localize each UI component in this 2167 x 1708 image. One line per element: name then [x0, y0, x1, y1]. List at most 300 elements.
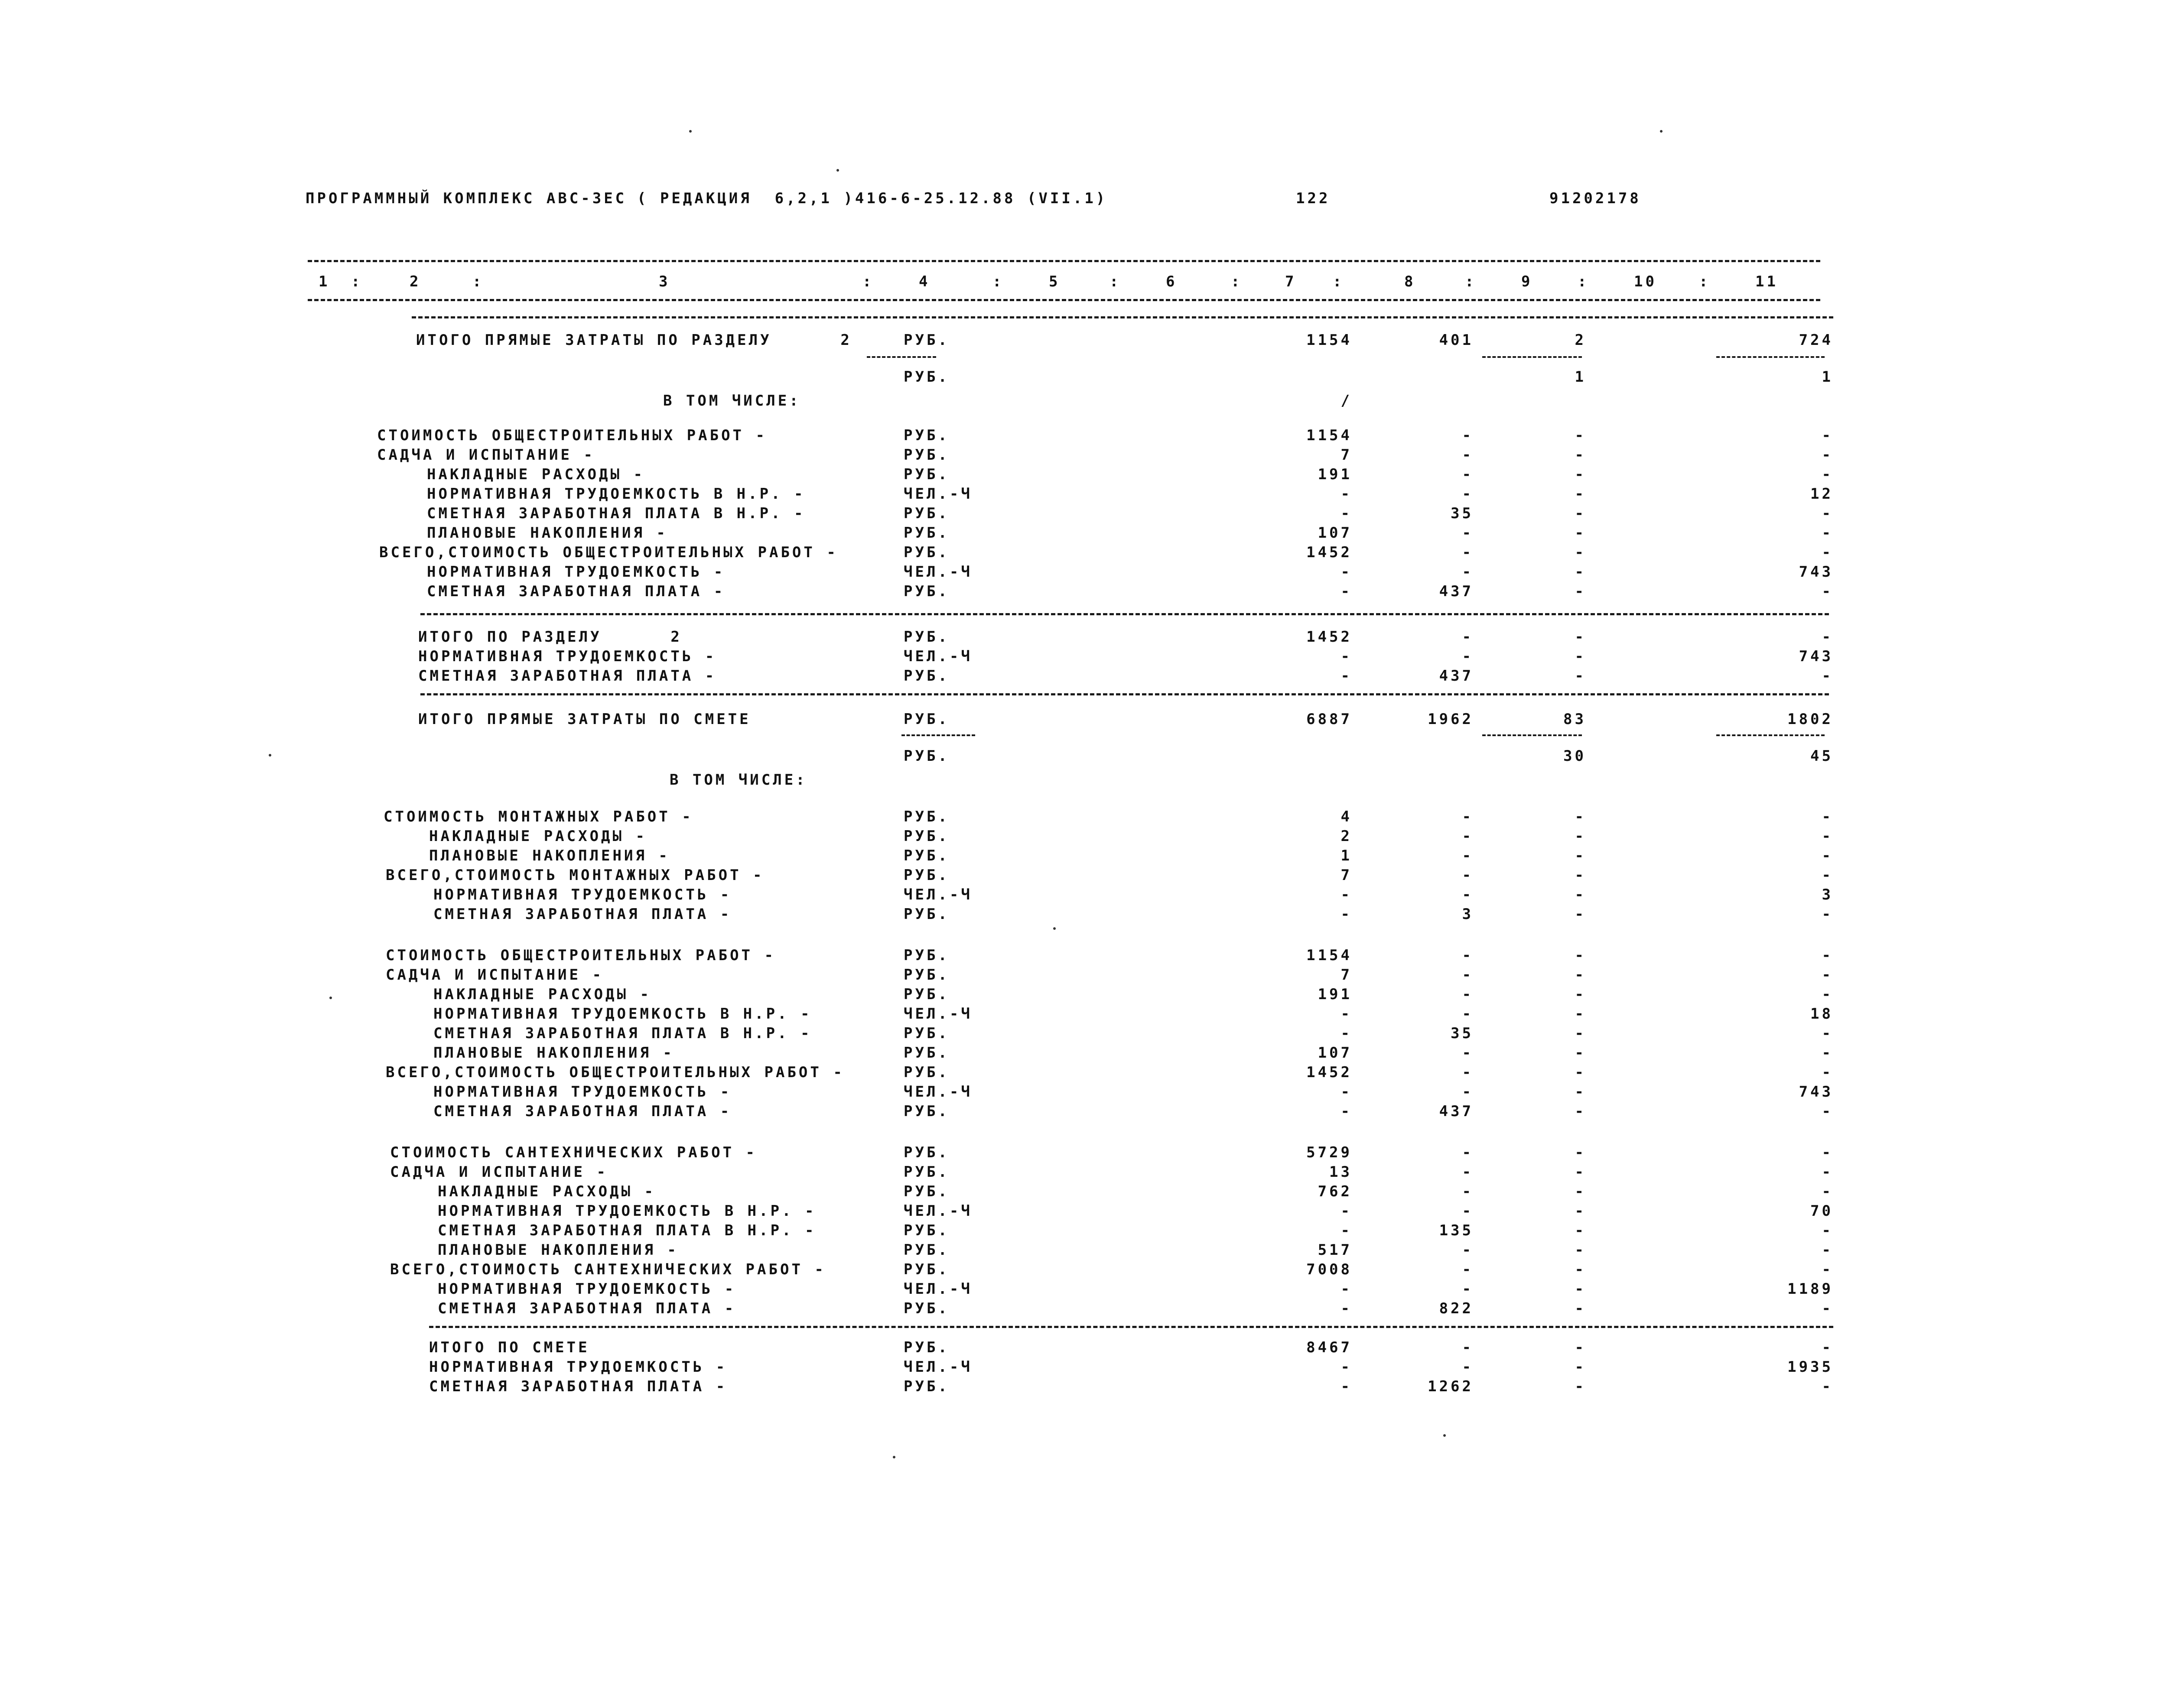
cell-col-9: - [1575, 505, 1586, 522]
cell-col-9: - [1575, 1378, 1586, 1395]
row-unit: РУБ. [904, 947, 950, 964]
cell-col-11: - [1822, 1222, 1833, 1239]
cell-col-9: 83 [1563, 711, 1586, 728]
row-label: НОРМАТИВНАЯ ТРУДОЕМКОСТЬ В Н.Р. - [427, 485, 806, 503]
row-unit: РУБ. [904, 524, 950, 542]
cell-col-9: - [1575, 906, 1586, 923]
cell-col-7: 1452 [1306, 628, 1352, 646]
cell-col-8: 1962 [1428, 711, 1474, 728]
program-title: ПРОГРАММНЫЙ КОМПЛЕКС АВС-3ЕС [306, 190, 627, 207]
cell-col-9: 2 [1575, 331, 1586, 349]
cell-col-8: - [1462, 1064, 1474, 1081]
row-unit: РУБ. [904, 966, 950, 984]
column-header-cell: : [1578, 273, 1589, 290]
cell-col-11: 743 [1799, 1083, 1833, 1101]
cell-col-7: - [1341, 1358, 1352, 1376]
cell-col-11: 743 [1799, 648, 1833, 665]
cell-col-8: - [1462, 986, 1474, 1003]
row-label: ИТОГО ПО РАЗДЕЛУ 2 [418, 628, 682, 646]
cell-col-7: - [1341, 1222, 1352, 1239]
cell-col-7: - [1341, 1300, 1352, 1317]
cell-col-9: - [1575, 886, 1586, 903]
print-speck [689, 130, 692, 133]
cell-col-8: 3 [1462, 906, 1474, 923]
cell-col-7: 191 [1318, 466, 1352, 483]
cell-col-7: - [1341, 886, 1352, 903]
cell-col-11: - [1822, 828, 1833, 845]
header-rule-bottom [308, 299, 1820, 301]
column-header-cell: 2 [410, 273, 421, 290]
row-label: НОРМАТИВНАЯ ТРУДОЕМКОСТЬ В Н.Р. - [433, 1005, 812, 1023]
cell-col-8: 35 [1451, 505, 1474, 522]
column-header-cell: 9 [1521, 273, 1533, 290]
cell-col-7: - [1341, 1280, 1352, 1298]
cell-col-7: 13 [1329, 1163, 1352, 1181]
row-unit: РУБ. [904, 544, 950, 561]
cell-col-11: 3 [1822, 886, 1833, 903]
cell-col-7: 1452 [1306, 544, 1352, 561]
cell-col-11: - [1822, 466, 1833, 483]
cell-col-9: - [1575, 1044, 1586, 1062]
cell-col-7: 2 [1341, 828, 1352, 845]
page-number: 122 [1296, 190, 1331, 207]
underline-c11-1 [1716, 356, 1825, 358]
cell-col-7: - [1341, 485, 1352, 503]
row-unit: РУБ. [904, 1144, 950, 1161]
column-header-cell: : [472, 273, 484, 290]
row-label: НОРМАТИВНАЯ ТРУДОЕМКОСТЬ В Н.Р. - [438, 1202, 817, 1220]
row-unit: РУБ. [904, 427, 950, 444]
row-unit: РУБ. [904, 828, 950, 845]
cell-col-9: - [1575, 628, 1586, 646]
cell-col-9: - [1575, 1005, 1586, 1023]
row-label: В ТОМ ЧИСЛЕ: [663, 392, 801, 409]
cell-col-9: - [1575, 1358, 1586, 1376]
row-label: СМЕТНАЯ ЗАРАБОТНАЯ ПЛАТА В Н.Р. - [433, 1025, 812, 1042]
cell-col-11: - [1822, 1044, 1833, 1062]
row-label: НОРМАТИВНАЯ ТРУДОЕМКОСТЬ - [429, 1358, 728, 1376]
cell-col-11: 743 [1799, 563, 1833, 581]
row-unit: РУБ. [904, 368, 950, 386]
column-header-cell: : [1333, 273, 1344, 290]
row-label: ВСЕГО,СТОИМОСТЬ МОНТАЖНЫХ РАБОТ - [386, 867, 765, 884]
cell-col-8: - [1462, 1183, 1474, 1200]
cell-col-11: 70 [1810, 1202, 1833, 1220]
cell-col-11: - [1822, 667, 1833, 685]
cell-col-8: - [1462, 808, 1474, 825]
row-label: СТОИМОСТЬ ОБЩЕСТРОИТЕЛЬНЫХ РАБОТ - [386, 947, 776, 964]
row-unit: ЧЕЛ.-Ч [904, 563, 973, 581]
cell-col-7: 1154 [1306, 331, 1352, 349]
row-label: САДЧА И ИСПЫТАНИЕ - [377, 446, 595, 464]
cell-col-8: - [1462, 466, 1474, 483]
cell-col-7: 8467 [1306, 1339, 1352, 1356]
cell-col-8: - [1462, 427, 1474, 444]
cell-col-7: 1452 [1306, 1064, 1352, 1081]
cell-col-11: - [1822, 947, 1833, 964]
cell-col-11: 12 [1810, 485, 1833, 503]
row-label: СМЕТНАЯ ЗАРАБОТНАЯ ПЛАТА - [429, 1378, 728, 1395]
cell-col-9: - [1575, 828, 1586, 845]
row-unit: РУБ. [904, 1261, 950, 1278]
cell-col-8: 822 [1439, 1300, 1474, 1317]
cell-col-9: - [1575, 1083, 1586, 1101]
cell-col-9: - [1575, 1064, 1586, 1081]
row-label: НОРМАТИВНАЯ ТРУДОЕМКОСТЬ - [438, 1280, 736, 1298]
print-speck [1053, 927, 1056, 930]
cell-col-9: - [1575, 1222, 1586, 1239]
row-label: ВСЕГО,СТОИМОСТЬ ОБЩЕСТРОИТЕЛЬНЫХ РАБОТ - [386, 1064, 845, 1081]
row-unit: РУБ. [904, 1183, 950, 1200]
row-label: НАКЛАДНЫЕ РАСХОДЫ - [427, 466, 645, 483]
cell-col-11: - [1822, 1025, 1833, 1042]
row-unit: РУБ. [904, 628, 950, 646]
cell-col-11: - [1822, 1241, 1833, 1259]
cell-col-7: - [1341, 667, 1352, 685]
column-header-cell: : [351, 273, 363, 290]
cell-col-7: 7 [1341, 446, 1352, 464]
row-unit: ЧЕЛ.-Ч [904, 886, 973, 903]
cell-col-9: - [1575, 1163, 1586, 1181]
cell-col-7: 7 [1341, 966, 1352, 984]
cell-col-9: - [1575, 986, 1586, 1003]
row-unit: ЧЕЛ.-Ч [904, 1280, 973, 1298]
cell-col-7: 762 [1318, 1183, 1352, 1200]
cell-col-7: - [1341, 1202, 1352, 1220]
row-label: САДЧА И ИСПЫТАНИЕ - [386, 966, 604, 984]
row-unit: РУБ. [904, 1241, 950, 1259]
row-unit: РУБ. [904, 711, 950, 728]
cell-col-8: - [1462, 1144, 1474, 1161]
row-unit: РУБ. [904, 1064, 950, 1081]
column-header-cell: 8 [1404, 273, 1416, 290]
cell-col-11: - [1822, 505, 1833, 522]
cell-col-8: - [1462, 648, 1474, 665]
edition-info: ( РЕДАКЦИЯ 6,2,1 )416-6-25.12.88 (VII.1) [637, 190, 1108, 207]
cell-col-11: 1189 [1787, 1280, 1833, 1298]
cell-col-8: - [1462, 847, 1474, 864]
cell-col-11: - [1822, 847, 1833, 864]
cell-col-9: - [1575, 1144, 1586, 1161]
print-speck [329, 997, 332, 999]
row-label: НАКЛАДНЫЕ РАСХОДЫ - [429, 828, 647, 845]
row-label: СМЕТНАЯ ЗАРАБОТНАЯ ПЛАТА В Н.Р. - [427, 505, 806, 522]
cell-col-9: - [1575, 1339, 1586, 1356]
row-unit: РУБ. [904, 1103, 950, 1120]
cell-col-11: - [1822, 1300, 1833, 1317]
column-header-cell: : [1231, 273, 1243, 290]
row-unit: ЧЕЛ.-Ч [904, 1083, 973, 1101]
row-label: СТОИМОСТЬ МОНТАЖНЫХ РАБОТ - [384, 808, 693, 825]
row-label: НОРМАТИВНАЯ ТРУДОЕМКОСТЬ - [433, 1083, 732, 1101]
cell-col-8: - [1462, 524, 1474, 542]
print-speck [1443, 1434, 1446, 1437]
row-unit: РУБ. [904, 986, 950, 1003]
cell-col-7: 6887 [1306, 711, 1352, 728]
column-header-cell: 5 [1049, 273, 1061, 290]
cell-col-11: 1935 [1787, 1358, 1833, 1376]
cell-col-7: 1154 [1306, 427, 1352, 444]
row-unit: РУБ. [904, 1163, 950, 1181]
row-unit: РУБ. [904, 1044, 950, 1062]
cell-col-7: 107 [1318, 1044, 1352, 1062]
row-label: НАКЛАДНЫЕ РАСХОДЫ - [433, 986, 651, 1003]
print-speck [836, 169, 839, 172]
cell-col-11: - [1822, 808, 1833, 825]
cell-col-7: / [1341, 392, 1352, 409]
cell-col-7: - [1341, 583, 1352, 600]
cell-col-7: - [1341, 1378, 1352, 1395]
cell-col-9: - [1575, 947, 1586, 964]
cell-col-8: 437 [1439, 1103, 1474, 1120]
cell-col-9: - [1575, 1300, 1586, 1317]
cell-col-7: - [1341, 1083, 1352, 1101]
cell-col-7: - [1341, 563, 1352, 581]
cell-col-7: - [1341, 1103, 1352, 1120]
cell-col-8: - [1462, 1261, 1474, 1278]
row-label: СТОИМОСТЬ САНТЕХНИЧЕСКИХ РАБОТ - [390, 1144, 758, 1161]
cell-col-9: - [1575, 544, 1586, 561]
header-rule-top [308, 260, 1820, 262]
row-label: ИТОГО ПРЯМЫЕ ЗАТРАТЫ ПО СМЕТЕ [418, 711, 751, 728]
cell-col-11: - [1822, 1183, 1833, 1200]
row-unit: РУБ. [904, 1222, 950, 1239]
underline-unit-1 [867, 356, 936, 358]
cell-col-8: - [1462, 1005, 1474, 1023]
cell-col-8: 35 [1451, 1025, 1474, 1042]
cell-col-9: - [1575, 583, 1586, 600]
column-header-cell: 1 [319, 273, 330, 290]
cell-col-11: - [1822, 1163, 1833, 1181]
cell-col-8: - [1462, 485, 1474, 503]
row-label: СМЕТНАЯ ЗАРАБОТНАЯ ПЛАТА - [433, 1103, 732, 1120]
cell-col-9: - [1575, 1183, 1586, 1200]
row-unit: РУБ. [904, 331, 950, 349]
row-unit: РУБ. [904, 505, 950, 522]
cell-col-8: - [1462, 867, 1474, 884]
cell-col-9: 1 [1575, 368, 1586, 386]
row-label: СМЕТНАЯ ЗАРАБОТНАЯ ПЛАТА - [438, 1300, 736, 1317]
row-label: СМЕТНАЯ ЗАРАБОТНАЯ ПЛАТА - [433, 906, 732, 923]
row-label: СМЕТНАЯ ЗАРАБОТНАЯ ПЛАТА - [427, 583, 726, 600]
cell-col-8: 135 [1439, 1222, 1474, 1239]
row-unit: РУБ. [904, 1300, 950, 1317]
cell-col-9: - [1575, 1103, 1586, 1120]
row-label: СМЕТНАЯ ЗАРАБОТНАЯ ПЛАТА - [418, 667, 717, 685]
row-unit: РУБ. [904, 466, 950, 483]
cell-col-11: 1 [1822, 368, 1833, 386]
row-label: НОРМАТИВНАЯ ТРУДОЕМКОСТЬ - [418, 648, 717, 665]
cell-col-9: - [1575, 524, 1586, 542]
cell-col-8: - [1462, 1083, 1474, 1101]
print-speck [893, 1456, 895, 1458]
row-label: ПЛАНОВЫЕ НАКОПЛЕНИЯ - [427, 524, 668, 542]
document-number: 91202178 [1549, 190, 1641, 207]
cell-col-11: - [1822, 966, 1833, 984]
row-unit: РУБ. [904, 906, 950, 923]
cell-col-9: - [1575, 847, 1586, 864]
cell-col-11: - [1822, 1064, 1833, 1081]
cell-col-8: - [1462, 947, 1474, 964]
column-header-cell: : [1110, 273, 1121, 290]
cell-col-9: - [1575, 446, 1586, 464]
cell-col-11: - [1822, 524, 1833, 542]
cell-col-8: - [1462, 1280, 1474, 1298]
section-rule-3 [429, 1326, 1833, 1328]
row-unit: РУБ. [904, 1339, 950, 1356]
row-unit: ЧЕЛ.-Ч [904, 648, 973, 665]
cell-col-11: - [1822, 906, 1833, 923]
cell-col-8: - [1462, 544, 1474, 561]
cell-col-11: - [1822, 583, 1833, 600]
row-label: САДЧА И ИСПЫТАНИЕ - [390, 1163, 608, 1181]
row-unit: ЧЕЛ.-Ч [904, 1202, 973, 1220]
underline-c9-2 [1482, 734, 1582, 736]
print-speck [269, 754, 271, 757]
cell-col-11: - [1822, 867, 1833, 884]
cell-col-11: - [1822, 1339, 1833, 1356]
cell-col-11: 1802 [1787, 711, 1833, 728]
cell-col-11: 724 [1799, 331, 1833, 349]
cell-col-9: - [1575, 667, 1586, 685]
row-unit: ЧЕЛ.-Ч [904, 1005, 973, 1023]
cell-col-11: - [1822, 986, 1833, 1003]
column-header-cell: 3 [659, 273, 670, 290]
cell-col-8: - [1462, 563, 1474, 581]
row-label: ВСЕГО,СТОИМОСТЬ САНТЕХНИЧЕСКИХ РАБОТ - [390, 1261, 826, 1278]
row-label: ПЛАНОВЫЕ НАКОПЛЕНИЯ - [438, 1241, 679, 1259]
cell-col-11: - [1822, 1144, 1833, 1161]
cell-col-9: - [1575, 1261, 1586, 1278]
row-unit: ЧЕЛ.-Ч [904, 1358, 973, 1376]
cell-col-8: - [1462, 886, 1474, 903]
cell-col-11: - [1822, 427, 1833, 444]
cell-col-8: - [1462, 1241, 1474, 1259]
cell-col-8: - [1462, 1339, 1474, 1356]
row-label: ВСЕГО,СТОИМОСТЬ ОБЩЕСТРОИТЕЛЬНЫХ РАБОТ - [379, 544, 838, 561]
underline-c11-2 [1716, 734, 1825, 736]
cell-col-9: - [1575, 563, 1586, 581]
cell-col-9: - [1575, 485, 1586, 503]
cell-col-8: - [1462, 446, 1474, 464]
cell-col-8: - [1462, 1202, 1474, 1220]
underline-unit-2 [901, 734, 975, 736]
cell-col-9: - [1575, 1280, 1586, 1298]
row-unit: РУБ. [904, 667, 950, 685]
column-header-cell: 4 [919, 273, 931, 290]
row-label: НОРМАТИВНАЯ ТРУДОЕМКОСТЬ - [433, 886, 732, 903]
column-header-cell: : [1699, 273, 1711, 290]
cell-col-9: - [1575, 867, 1586, 884]
column-header-cell: 7 [1285, 273, 1297, 290]
cell-col-7: 517 [1318, 1241, 1352, 1259]
row-unit: РУБ. [904, 867, 950, 884]
cell-col-9: - [1575, 1202, 1586, 1220]
row-unit: РУБ. [904, 847, 950, 864]
column-header-cell: : [862, 273, 874, 290]
cell-col-11: 45 [1810, 747, 1833, 765]
section-rule-2 [420, 693, 1829, 695]
cell-col-8: - [1462, 966, 1474, 984]
row-label: НАКЛАДНЫЕ РАСХОДЫ - [438, 1183, 656, 1200]
cell-col-8: 401 [1439, 331, 1474, 349]
cell-col-9: - [1575, 466, 1586, 483]
cell-col-7: - [1341, 648, 1352, 665]
cell-col-11: - [1822, 1261, 1833, 1278]
column-header-cell: 6 [1166, 273, 1178, 290]
cell-col-11: - [1822, 544, 1833, 561]
cell-col-9: - [1575, 966, 1586, 984]
cell-col-7: - [1341, 906, 1352, 923]
cell-col-7: - [1341, 505, 1352, 522]
cell-col-9: - [1575, 1025, 1586, 1042]
cell-col-7: 7008 [1306, 1261, 1352, 1278]
row-unit: РУБ. [904, 1378, 950, 1395]
row-unit: РУБ. [904, 583, 950, 600]
cell-col-7: 4 [1341, 808, 1352, 825]
column-header-cell: : [1465, 273, 1477, 290]
cell-col-7: 5729 [1306, 1144, 1352, 1161]
underline-c9-1 [1482, 356, 1582, 358]
column-header-cell: 11 [1755, 273, 1778, 290]
row-unit: РУБ. [904, 446, 950, 464]
column-header-cell: 10 [1634, 273, 1657, 290]
cell-col-8: 437 [1439, 667, 1474, 685]
cell-col-11: - [1822, 1103, 1833, 1120]
print-speck [1660, 130, 1663, 133]
cell-col-8: - [1462, 1358, 1474, 1376]
row-unit: РУБ. [904, 808, 950, 825]
cell-col-9: 30 [1563, 747, 1586, 765]
cell-col-11: - [1822, 1378, 1833, 1395]
cell-col-7: 1 [1341, 847, 1352, 864]
cell-col-9: - [1575, 1241, 1586, 1259]
row-unit: РУБ. [904, 747, 950, 765]
row-label: В ТОМ ЧИСЛЕ: [670, 771, 807, 789]
row-label: СМЕТНАЯ ЗАРАБОТНАЯ ПЛАТА В Н.Р. - [438, 1222, 817, 1239]
cell-col-9: - [1575, 648, 1586, 665]
cell-col-8: - [1462, 828, 1474, 845]
row-label: ПЛАНОВЫЕ НАКОПЛЕНИЯ - [429, 847, 670, 864]
cell-col-7: - [1341, 1005, 1352, 1023]
cell-col-8: 437 [1439, 583, 1474, 600]
cell-col-7: 1154 [1306, 947, 1352, 964]
row-label: ИТОГО ПО СМЕТЕ [429, 1339, 590, 1356]
row-label: ПЛАНОВЫЕ НАКОПЛЕНИЯ - [433, 1044, 674, 1062]
cell-col-7: - [1341, 1025, 1352, 1042]
cell-col-9: - [1575, 808, 1586, 825]
cell-col-8: - [1462, 1044, 1474, 1062]
row-label: СТОИМОСТЬ ОБЩЕСТРОИТЕЛЬНЫХ РАБОТ - [377, 427, 767, 444]
cell-col-7: 7 [1341, 867, 1352, 884]
row-unit: РУБ. [904, 1025, 950, 1042]
column-header-cell: : [992, 273, 1004, 290]
cell-col-7: 107 [1318, 524, 1352, 542]
row-label: ИТОГО ПРЯМЫЕ ЗАТРАТЫ ПО РАЗДЕЛУ 2 [416, 331, 852, 349]
cell-col-8: - [1462, 628, 1474, 646]
cell-col-11: - [1822, 628, 1833, 646]
row-label: НОРМАТИВНАЯ ТРУДОЕМКОСТЬ - [427, 563, 726, 581]
row-unit: ЧЕЛ.-Ч [904, 485, 973, 503]
section-rule-1 [420, 613, 1829, 615]
cell-col-7: 191 [1318, 986, 1352, 1003]
cell-col-11: 18 [1810, 1005, 1833, 1023]
header-rule-sub [412, 316, 1833, 318]
cell-col-11: - [1822, 446, 1833, 464]
cell-col-8: - [1462, 1163, 1474, 1181]
cell-col-9: - [1575, 427, 1586, 444]
cell-col-8: 1262 [1428, 1378, 1474, 1395]
